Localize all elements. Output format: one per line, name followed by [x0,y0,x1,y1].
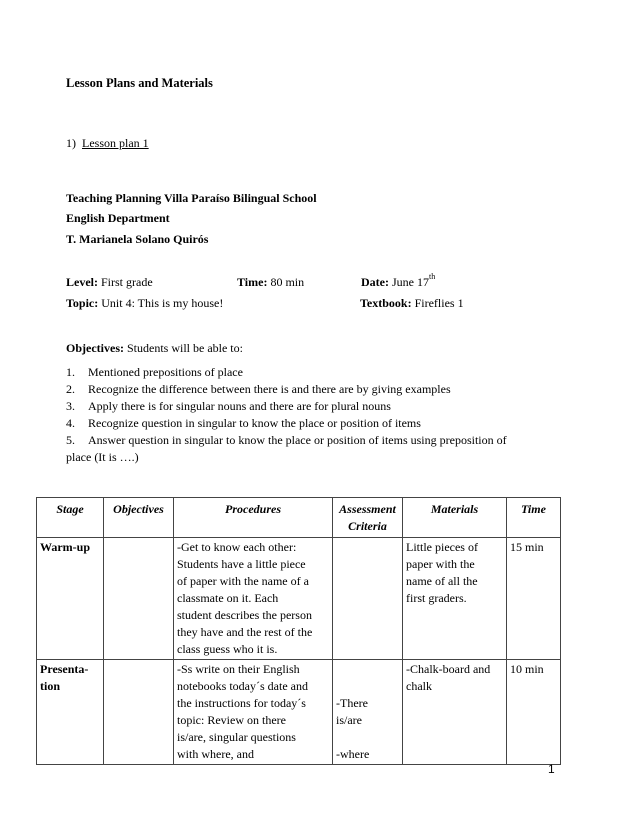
level-field [66,275,153,290]
textbook-value: Fireflies 1 [411,296,464,310]
teacher-name: T. Marianela Solano Quirós [66,232,209,246]
objective-text: Mentioned prepositions of place [88,365,243,379]
header-time: Time [507,498,561,538]
procedures-cell: -Ss write on their English notebooks today´s date and the instructions for today´s topic: Review on there is/are, singular questions with where, and [174,660,333,765]
lesson-plan-table [36,497,561,765]
objectives-cell [104,538,174,660]
objectives-heading [66,341,243,356]
page-heading: Lesson Plans and Materials [66,76,213,90]
level-value: First grade [98,275,153,289]
objective-item [66,415,546,432]
header-objectives: Objectives [104,498,174,538]
section-number: 1) [66,136,76,150]
topic-value: Unit 4: This is my house! [98,296,224,310]
stage-cell: Warm-up [37,538,104,660]
date-value: June 17 [388,275,429,289]
table-row [37,538,561,660]
objective-number: 2. [66,382,75,396]
objective-item [66,398,546,415]
textbook-field [360,296,464,311]
date-label: Date: [361,275,389,289]
objective-number: 1. [66,365,75,379]
date-suffix: th [428,272,436,281]
section-title [66,136,149,151]
objective-continuation: place (It is ….) [66,450,139,464]
topic-field [66,296,223,311]
objective-text: Answer question in singular to know the place or position of items using preposition of [88,433,507,447]
time-label: Time: [237,275,268,289]
objective-text: Recognize the difference between there is and there are by giving examples [88,382,451,396]
objective-text: Recognize question in singular to know the place or position of items [88,416,421,430]
time-cell: 10 min [507,660,561,765]
materials-cell: -Chalk-board and chalk [403,660,507,765]
school-line-2: English Department [66,211,170,225]
table-header-row [37,498,561,538]
objective-number: 3. [66,399,75,413]
textbook-label: Textbook: [360,296,412,310]
objective-text: Apply there is for singular nouns and there are for plural nouns [88,399,391,413]
time-cell: 15 min [507,538,561,660]
objective-item [66,364,546,381]
assessment-cell: -There is/are -where [333,660,403,765]
objective-item [66,432,546,449]
header-assessment-criteria: Assessment Criteria [333,498,403,538]
date-field [361,272,436,290]
page-number: 1 [548,762,555,776]
table-row [37,660,561,765]
header-stage: Stage [37,498,104,538]
objectives-cell [104,660,174,765]
procedures-cell: -Get to know each other: Students have a little piece of paper with the name of a classmate on it. Each student describes the person they have and the rest of the class guess who it is. [174,538,333,660]
objective-number: 5. [66,433,75,447]
header-procedures: Procedures [174,498,333,538]
objective-number: 4. [66,416,75,430]
header-materials: Materials [403,498,507,538]
time-value: 80 min [267,275,305,289]
level-label: Level: [66,275,98,289]
objective-item [66,381,546,398]
materials-cell: Little pieces of paper with the name of all the first graders. [403,538,507,660]
objectives-intro: Students will be able to: [123,341,243,355]
assessment-cell [333,538,403,660]
topic-label: Topic: [66,296,99,310]
section-title-text: Lesson plan 1 [82,136,149,150]
stage-cell: Presenta- tion [37,660,104,765]
time-field [237,275,304,290]
school-line-1: Teaching Planning Villa Paraíso Bilingual School [66,191,317,205]
objectives-label: Objectives: [66,341,124,355]
objectives-list [66,364,546,466]
